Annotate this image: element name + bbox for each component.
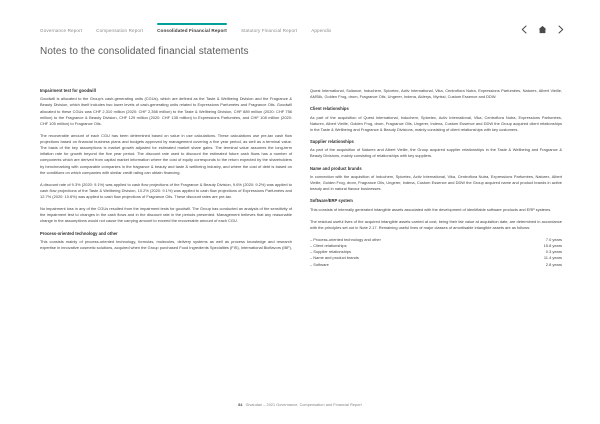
chevron-left-icon[interactable] bbox=[521, 25, 527, 34]
nav-tab-appendix[interactable]: Appendix bbox=[311, 28, 332, 33]
nav-tab-consolidated-financial-report[interactable]: Consolidated Financial Report bbox=[157, 23, 227, 33]
useful-life-value: 11.4 years bbox=[543, 255, 562, 261]
heading-client-relationships: Client relationships bbox=[310, 106, 349, 112]
useful-life-label: – Process-oriented technology and other bbox=[310, 237, 381, 242]
heading-impairment-test-for-goodwill: Impairment test for goodwill bbox=[40, 88, 96, 93]
left-column bbox=[40, 88, 292, 268]
top-navigation bbox=[40, 18, 564, 38]
heading-process-oriented-technology: Process-oriented technology and other bbox=[40, 230, 118, 236]
paragraph-residual-useful-lives: The residual useful lives of the acquired intangible assets carried at cost, being their fair value at acquisition date, are determined in accordance with the principles set out in Note 2.17. Remaining useful lives of major classes of amortisable intangible assets are as follows: bbox=[310, 218, 562, 230]
nav-tab-statutory-financial-report[interactable]: Statutory Financial Report bbox=[240, 28, 298, 33]
heading-software-erp-system: Software/ERP system bbox=[310, 198, 353, 204]
paragraph-discount-rates: A discount rate of 9.3% (2020: 9.1%) was applied to cash flow projections of the Fragrance & Beauty Division, 9.6% (2020: 9.2%) was applied to cash flow projections of the Taste & Wellbeing Division, 10.2% (2020: 9.1%) was applied to cash flow projections of Expressions Parfumées and 12.7% (2020: 10.6%) was applied to cash flow projections of Fragrance Oils. These discount rates are pre-tax. bbox=[40, 181, 292, 200]
nav-tabs bbox=[40, 23, 521, 33]
chevron-right-icon[interactable] bbox=[558, 25, 564, 34]
useful-life-label: – Name and product brands bbox=[310, 255, 359, 261]
heading-supplier-relationships: Supplier relationships bbox=[310, 138, 354, 144]
paragraph-supplier-relationships: As part of the acquisition of Naturex and Albert Vieille, the Group acquired supplier relationships in the Taste & Wellbeing and Fragrance & Beauty Divisions, mainly consisting of relationships with key suppliers. bbox=[310, 147, 562, 159]
useful-life-value: 0.3 years bbox=[545, 249, 562, 255]
useful-life-label: – Software bbox=[310, 261, 329, 267]
right-column bbox=[310, 88, 562, 268]
paragraph-name-and-product-brands: In connection with the acquisition of Induchem, Spicetec, Activ International, Vika, Centroflora Nutra, Expressions Parfumées, Naturex, Albert Vieille, Golden Frog, drom, Fragrance Oils, Ungerer, Indena, Custom Essence and DDW the Group acquired name and product brands in active beauty and in natural flavour businesses. bbox=[310, 173, 562, 192]
paragraph-acquired-companies: Quest International, Soliance, Induchem, Spicetec, Activ International, Vika, Centroflora Nutra, Expressions Parfumées, Naturex, Albert Vieille, AMSilk, Golden Frog, drom, Fragrance Oils, Ungerer, Indena, Alderys, Myrissi, Custom Essence and DDW. bbox=[310, 88, 562, 100]
useful-lives-list bbox=[310, 237, 562, 268]
heading-name-and-product-brands: Name and product brands bbox=[310, 165, 362, 171]
useful-life-label: – Client relationships bbox=[310, 243, 347, 249]
paragraph-client-relationships: As part of the acquisition of Quest International, Induchem, Spicetec, Activ International, Vika, Centroflora Nutra, Expressions Parfumées, Naturex, Albert Vieille, Golden Frog, drom, Fragrance Oils, Ungerer, Indena, Custom Essence and DDW the Group acquired client relationships in the Taste & Wellbeing and Fragrance & Beauty Divisions, mainly consisting of client relationships with key customers. bbox=[310, 114, 562, 132]
nav-tab-governance-report[interactable]: Governance Report bbox=[40, 28, 83, 33]
paragraph-process-oriented-technology: This consists mainly of process-oriented technology, formulas, molecules, delivery systems as well as process knowledge and research expertise in innovative cosmetic solutions, acquired when the Group purchased Food Ingredients Specialties (FIS), International Bioflavors (IBF), bbox=[40, 238, 292, 251]
paragraph-software-erp-system: This consists of internally generated intangible assets associated with the development of identifiable software products and ERP systems. bbox=[310, 206, 552, 212]
page-title: Notes to the consolidated financial statements bbox=[40, 46, 249, 57]
page-number: 84 bbox=[238, 403, 243, 407]
useful-life-value: 15.8 years bbox=[543, 243, 562, 249]
paragraph-goodwill-allocation: Goodwill is allocated to the Group's cash-generating units (CGUs), which are defined as the Taste & Wellbeing Division and the Fragrance & Beauty Division, which itself includes two lower levels of cash-generating units related to Expressions Parfumées and Fragrance Oils. Goodwill allocated to these CGUs was CHF 2,310 million (2020: CHF 2,358 million) to the Taste & Wellbeing Division, CHF 889 million (2020: CHF 756 million) to the Fragrance & Beauty Division, CHF 129 million (2020: CHF 135 million) to Expressions Parfumées, and CHF 108 million (2020: CHF 105 million) to Fragrance Oils. bbox=[40, 96, 292, 126]
nav-icon-group bbox=[521, 22, 564, 34]
nav-tab-compensation-report[interactable]: Compensation Report bbox=[96, 28, 144, 33]
footer-text: Givaudan – 2021 Governance, Compensation and Financial Report bbox=[245, 403, 362, 407]
useful-life-label: – Supplier relationships bbox=[310, 249, 351, 255]
list-item bbox=[310, 262, 562, 268]
home-icon[interactable] bbox=[538, 25, 547, 34]
paragraph-recoverable-amount: The recoverable amount of each CGU has been determined based on value in use calculations. These calculations use pre-tax cash flow projections based on financial business plans and budgets approved by management covering a five year period, as well as a terminal value. The basis of the key assumptions is market growth adjusted for estimated market share gains. The terminal value assumes the long-term inflation rate for growth beyond the five year period. The discount rate used to discount the estimated future cash flows has a number of components which are derived from capital market information where the cost of equity corresponds to the return expected by the shareholders by benchmarking with comparable companies in the fragrance & beauty and taste & wellbeing industry, and where the cost of debt is based on the conditions on which companies with similar credit rating can obtain financing. bbox=[40, 132, 292, 175]
useful-life-value: 2.8 years bbox=[545, 261, 562, 267]
page-footer bbox=[0, 403, 600, 407]
content-columns bbox=[40, 88, 562, 268]
paragraph-no-impairment-loss: No impairment loss in any of the CGUs resulted from the impairment tests for goodwill. The Group has conducted an analysis of the sensitivity of the impairment test to changes in the cash flows and in the discount rate in the periods presented. Management believes that any reasonable change in the assumptions would not cause the carrying amount to exceed the recoverable amount of each CGU. bbox=[40, 206, 292, 224]
useful-life-value: 7.0 years bbox=[545, 237, 562, 242]
